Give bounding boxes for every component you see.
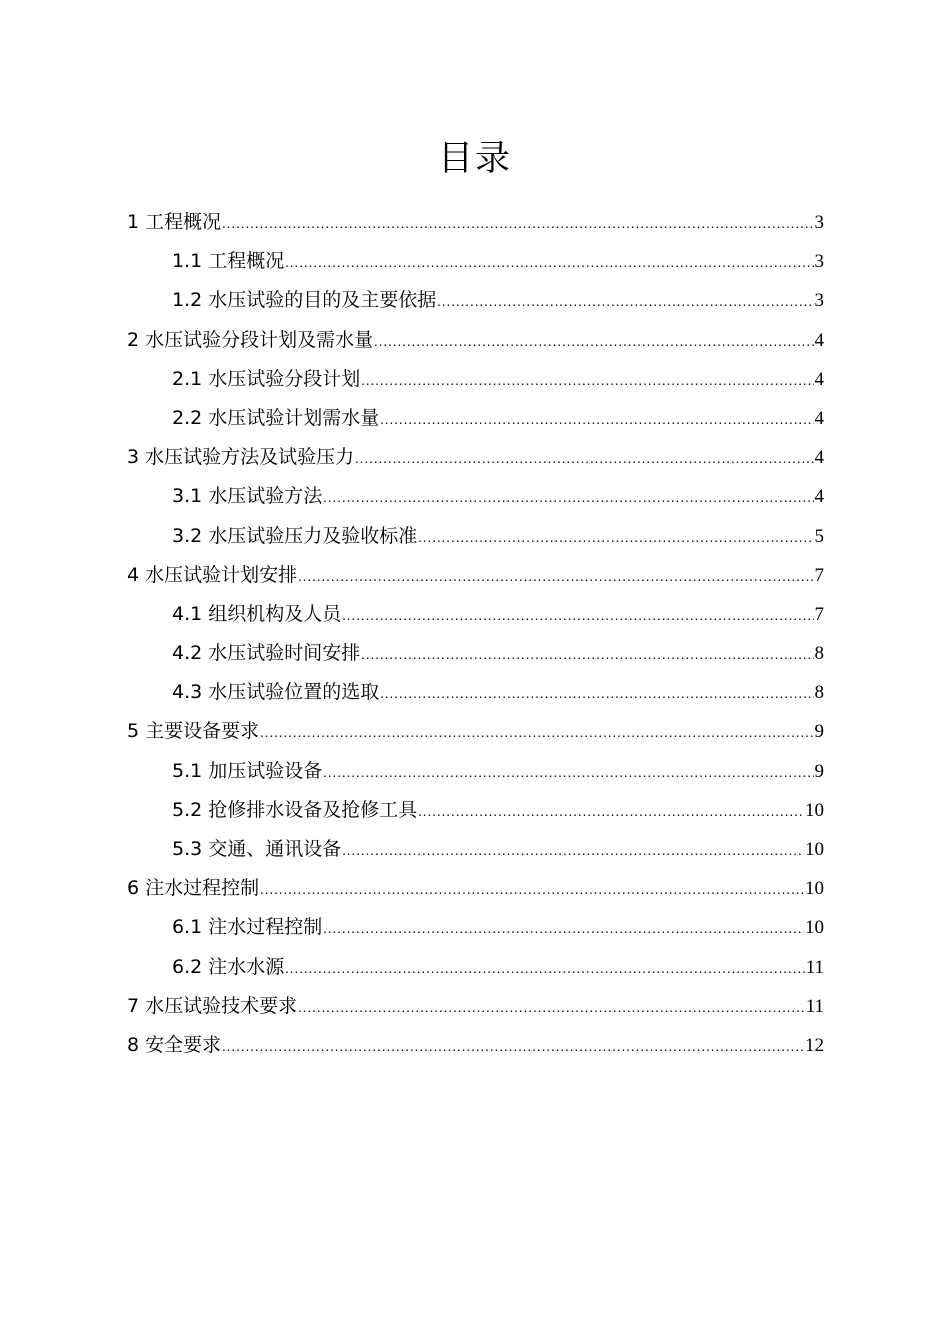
toc-entry-label	[172, 634, 360, 673]
toc-entry-number: 5.1	[172, 759, 203, 782]
toc-entry-label	[172, 360, 360, 399]
toc-entry-number: 6	[127, 877, 140, 900]
toc-entry[interactable]	[127, 399, 824, 438]
toc-dot-leader	[342, 832, 804, 871]
toc-entry-label	[172, 673, 379, 712]
toc-dot-leader	[222, 205, 813, 244]
toc-entry-number: 2.1	[172, 367, 203, 390]
toc-entry[interactable]	[127, 752, 824, 791]
toc-entry-number: 1.1	[172, 250, 203, 273]
toc-dot-leader	[323, 754, 813, 793]
toc-entry-label	[127, 987, 297, 1026]
toc-entry-text: 注水过程控制	[145, 877, 260, 900]
toc-entry-number: 4.1	[172, 602, 203, 625]
toc-entry-page: 10	[805, 878, 824, 900]
toc-entry-text: 工程概况	[145, 211, 222, 233]
toc-entry-number: 7	[127, 994, 140, 1017]
toc-entry-text: 水压试验方法及试验压力	[145, 446, 355, 469]
toc-dot-leader	[285, 950, 804, 989]
toc-entry[interactable]	[127, 321, 824, 360]
toc-entry[interactable]	[127, 477, 824, 516]
toc-entry-label	[172, 752, 322, 791]
toc-entry-page: 5	[814, 525, 824, 547]
toc-entry-text: 组织机构及人员	[208, 602, 342, 625]
toc-entry-page: 8	[814, 682, 824, 704]
toc-entry-label	[172, 908, 322, 947]
toc-entry-number: 4.2	[172, 642, 203, 665]
toc-entry-number: 3.1	[172, 485, 203, 508]
toc-entry-text: 交通、通讯设备	[208, 838, 342, 860]
toc-entry[interactable]	[127, 556, 824, 595]
toc-entry-page: 10	[805, 917, 824, 939]
toc-entry-page: 9	[814, 721, 824, 743]
toc-entry-label	[172, 830, 341, 869]
toc-title: 目录	[437, 139, 512, 179]
toc-entry-label	[127, 1026, 221, 1065]
toc-dot-leader	[418, 519, 813, 558]
toc-entry-page: 11	[805, 995, 824, 1017]
toc-entry-text: 注水水源	[208, 955, 285, 978]
toc-entry-number: 3	[127, 446, 140, 469]
toc-entry-page: 7	[814, 603, 824, 625]
toc-entry-text: 工程概况	[208, 250, 285, 273]
toc-entry-number: 6.2	[172, 955, 203, 978]
toc-entry-text: 主要设备要求	[145, 720, 260, 743]
toc-dot-leader	[380, 675, 813, 714]
toc-entry-text: 水压试验压力及验收标准	[208, 524, 418, 547]
toc-entry-page: 12	[805, 1034, 824, 1056]
toc-entry-label	[172, 281, 436, 320]
toc-entry-page: 4	[814, 486, 824, 508]
toc-entry-text: 加压试验设备	[208, 759, 323, 782]
toc-entry-label	[127, 869, 259, 908]
toc-dot-leader	[437, 283, 813, 322]
toc-entry[interactable]	[127, 517, 824, 556]
toc-entry-number: 3.2	[172, 524, 203, 547]
toc-entry-label	[127, 556, 297, 595]
toc-entry-number: 1.2	[172, 289, 203, 312]
toc-dot-leader	[361, 362, 813, 401]
toc-entry-number: 5.3	[172, 838, 203, 860]
toc-dot-leader	[285, 244, 813, 283]
toc-entry-number: 4.3	[172, 681, 203, 704]
toc-entry-number: 6.1	[172, 916, 203, 939]
toc-entry-text: 水压试验的目的及主要依据	[208, 289, 437, 312]
toc-entry[interactable]	[127, 242, 824, 281]
toc-entry[interactable]	[127, 203, 824, 242]
toc-entry-text: 安全要求	[145, 1033, 222, 1056]
toc-entry-text: 水压试验计划需水量	[208, 406, 380, 429]
toc-entry[interactable]	[127, 438, 824, 477]
toc-entry[interactable]	[127, 987, 824, 1026]
toc-entry-number: 8	[127, 1033, 140, 1056]
toc-entry[interactable]	[127, 830, 824, 869]
toc-dot-leader	[355, 440, 813, 479]
toc-entry-page: 4	[814, 447, 824, 469]
toc-entry-label	[172, 517, 417, 556]
toc-dot-leader	[418, 793, 804, 832]
toc-entry-text: 水压试验技术要求	[145, 994, 298, 1017]
toc-entry-label	[127, 712, 259, 751]
toc-dot-leader	[222, 1028, 804, 1067]
toc-entry[interactable]	[127, 908, 824, 947]
toc-entry[interactable]	[127, 712, 824, 751]
toc-dot-leader	[323, 910, 804, 949]
toc-entry-text: 水压试验分段计划	[208, 367, 361, 390]
toc-list	[127, 203, 824, 1065]
toc-entry-label	[172, 477, 322, 516]
toc-entry-label	[172, 399, 379, 438]
toc-dot-leader	[380, 401, 813, 440]
toc-entry[interactable]	[127, 673, 824, 712]
toc-entry[interactable]	[127, 1026, 824, 1065]
toc-entry-label	[127, 321, 373, 360]
toc-dot-leader	[374, 323, 813, 362]
toc-entry-number: 4	[127, 563, 140, 586]
toc-entry-page: 4	[814, 329, 824, 351]
toc-entry-number: 2.2	[172, 406, 203, 429]
toc-entry-label	[172, 948, 284, 987]
toc-entry-page: 10	[805, 839, 824, 860]
toc-dot-leader	[298, 558, 813, 597]
toc-entry-number: 2	[127, 328, 140, 351]
toc-entry[interactable]	[127, 791, 824, 830]
toc-entry-page: 3	[814, 290, 824, 312]
toc-entry-text: 水压试验位置的选取	[208, 681, 380, 704]
toc-entry-text: 水压试验时间安排	[208, 642, 361, 665]
toc-entry-text: 注水过程控制	[208, 916, 323, 939]
toc-entry-page: 9	[814, 760, 824, 782]
toc-dot-leader	[361, 636, 813, 675]
toc-entry-page: 11	[805, 956, 824, 978]
toc-entry-number: 1	[127, 211, 140, 233]
toc-dot-leader	[260, 871, 804, 910]
toc-entry[interactable]	[127, 360, 824, 399]
toc-entry[interactable]	[127, 281, 824, 320]
toc-entry-text: 水压试验分段计划及需水量	[145, 328, 374, 351]
toc-entry-label	[172, 242, 284, 281]
toc-dot-leader	[342, 597, 813, 636]
toc-entry-page: 7	[814, 564, 824, 586]
toc-entry-label	[127, 203, 221, 242]
toc-entry-label	[172, 595, 341, 634]
toc-dot-leader	[298, 989, 805, 1028]
toc-entry-label	[172, 791, 417, 830]
toc-entry-page: 4	[814, 368, 824, 390]
toc-dot-leader	[323, 479, 813, 518]
toc-entry-page: 10	[805, 799, 824, 821]
toc-entry-number: 5	[127, 720, 140, 743]
toc-entry[interactable]	[127, 634, 824, 673]
toc-entry[interactable]	[127, 869, 824, 908]
toc-entry-page: 3	[814, 251, 824, 273]
toc-entry-page: 8	[814, 643, 824, 665]
toc-entry-text: 抢修排水设备及抢修工具	[208, 798, 418, 821]
toc-entry-page: 3	[814, 212, 824, 233]
toc-entry-page: 4	[814, 407, 824, 429]
toc-entry[interactable]	[127, 948, 824, 987]
toc-entry-number: 5.2	[172, 798, 203, 821]
toc-dot-leader	[260, 714, 813, 753]
toc-entry-text: 水压试验方法	[208, 485, 323, 508]
toc-entry-label	[127, 438, 354, 477]
toc-entry[interactable]	[127, 595, 824, 634]
toc-entry-text: 水压试验计划安排	[145, 563, 298, 586]
